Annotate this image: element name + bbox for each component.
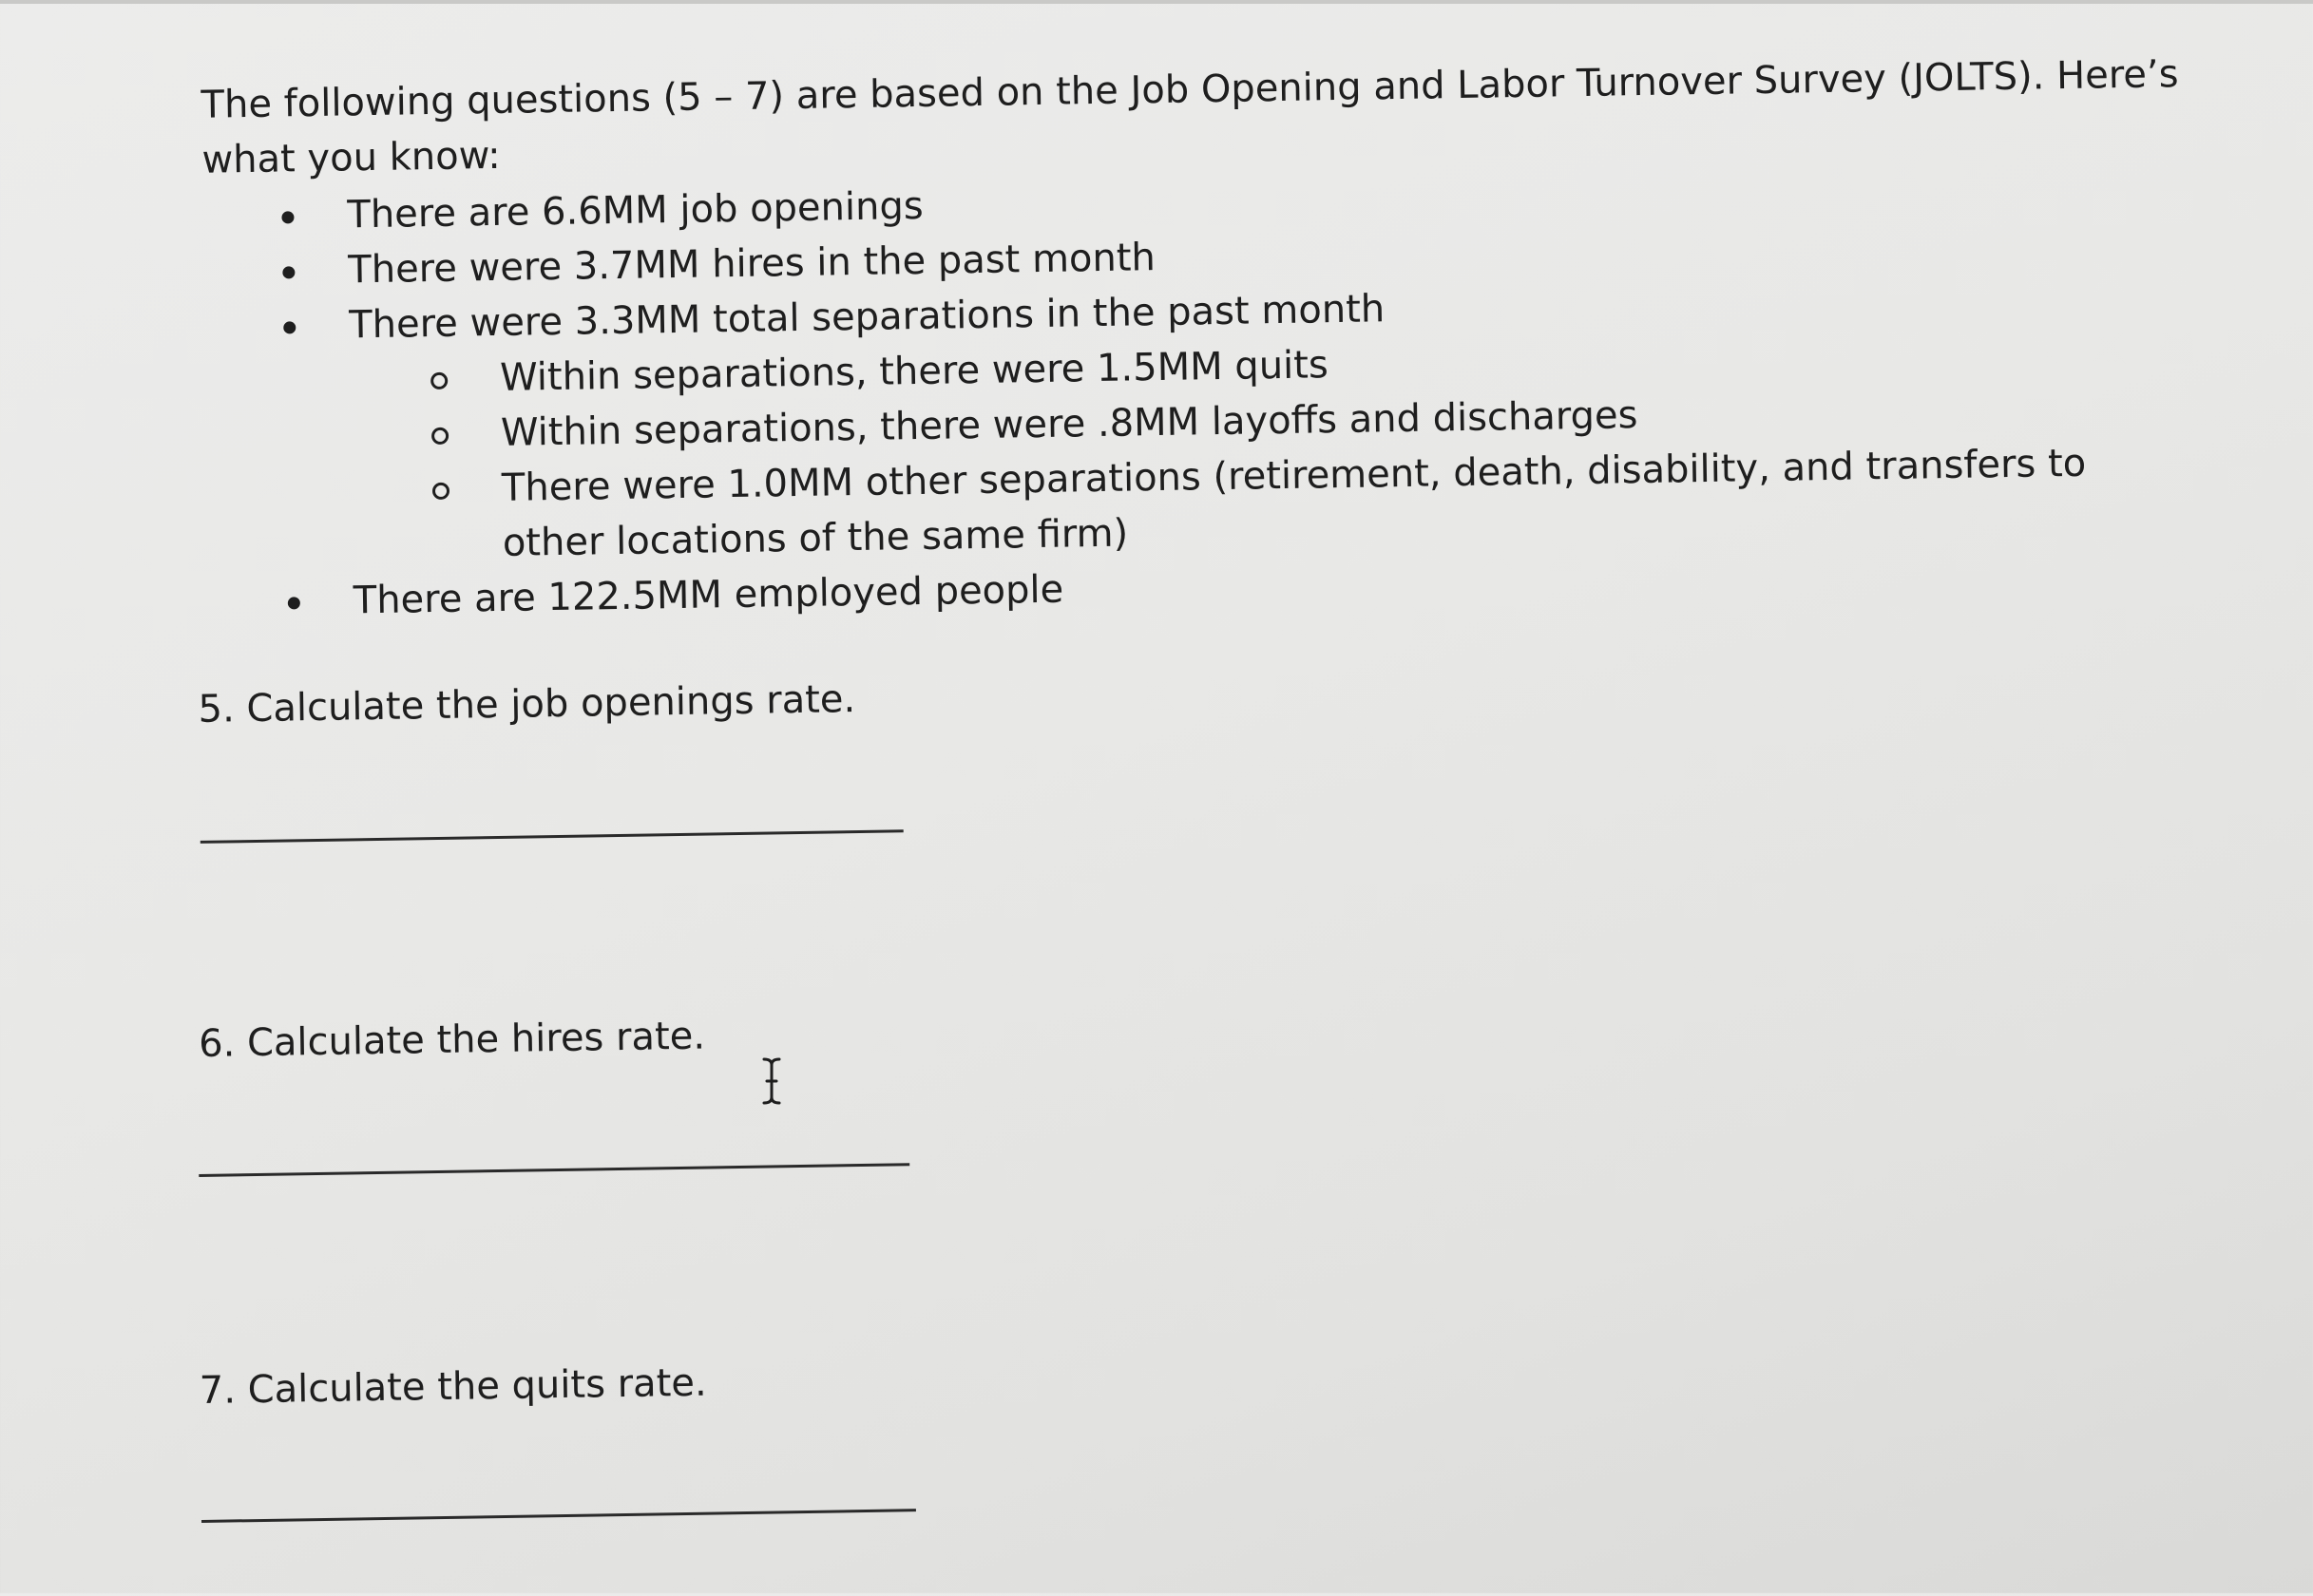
fact-text: There are 6.6MM job openings [347, 183, 924, 238]
separation-text: Within separations, there were 1.5MM quits [499, 343, 1329, 400]
bullet-icon [283, 321, 296, 333]
facts-list [276, 160, 2138, 630]
bullet-icon [282, 266, 295, 278]
question-6: 6. Calculate the hires rate. [198, 1014, 706, 1066]
text-cursor-icon [760, 1056, 783, 1106]
question-5: 5. Calculate the job openings rate. [198, 677, 856, 732]
intro-paragraph: The following questions (5 – 7) are based on the Job Opening and Labor Turnover Survey (JOLTS). Here’s what you know: [201, 52, 2179, 182]
answer-line-7[interactable] [201, 1509, 916, 1523]
separation-text: Within separations, there were .8MM layoffs and discharges [500, 393, 1638, 455]
bullet-icon [281, 211, 294, 223]
bullet-icon [288, 597, 300, 609]
fact-separations [277, 270, 2137, 575]
separation-text: There were 1.0MM other separations (retirement, death, disability, and transfers to other locations of the same firm) [501, 441, 2087, 565]
answer-line-5[interactable] [201, 829, 904, 844]
answer-line-6[interactable] [199, 1163, 909, 1177]
circle-bullet-icon [432, 483, 449, 500]
circle-bullet-icon [430, 372, 448, 390]
fact-text: There were 3.7MM hires in the past month [347, 236, 1156, 293]
fact-text: There are 122.5MM employed people [353, 567, 1064, 623]
fact-text: There were 3.3MM total separations in the past month [348, 287, 1386, 348]
separations-sublist [350, 325, 2137, 573]
question-7: 7. Calculate the quits rate. [199, 1360, 707, 1413]
circle-bullet-icon [431, 428, 449, 445]
